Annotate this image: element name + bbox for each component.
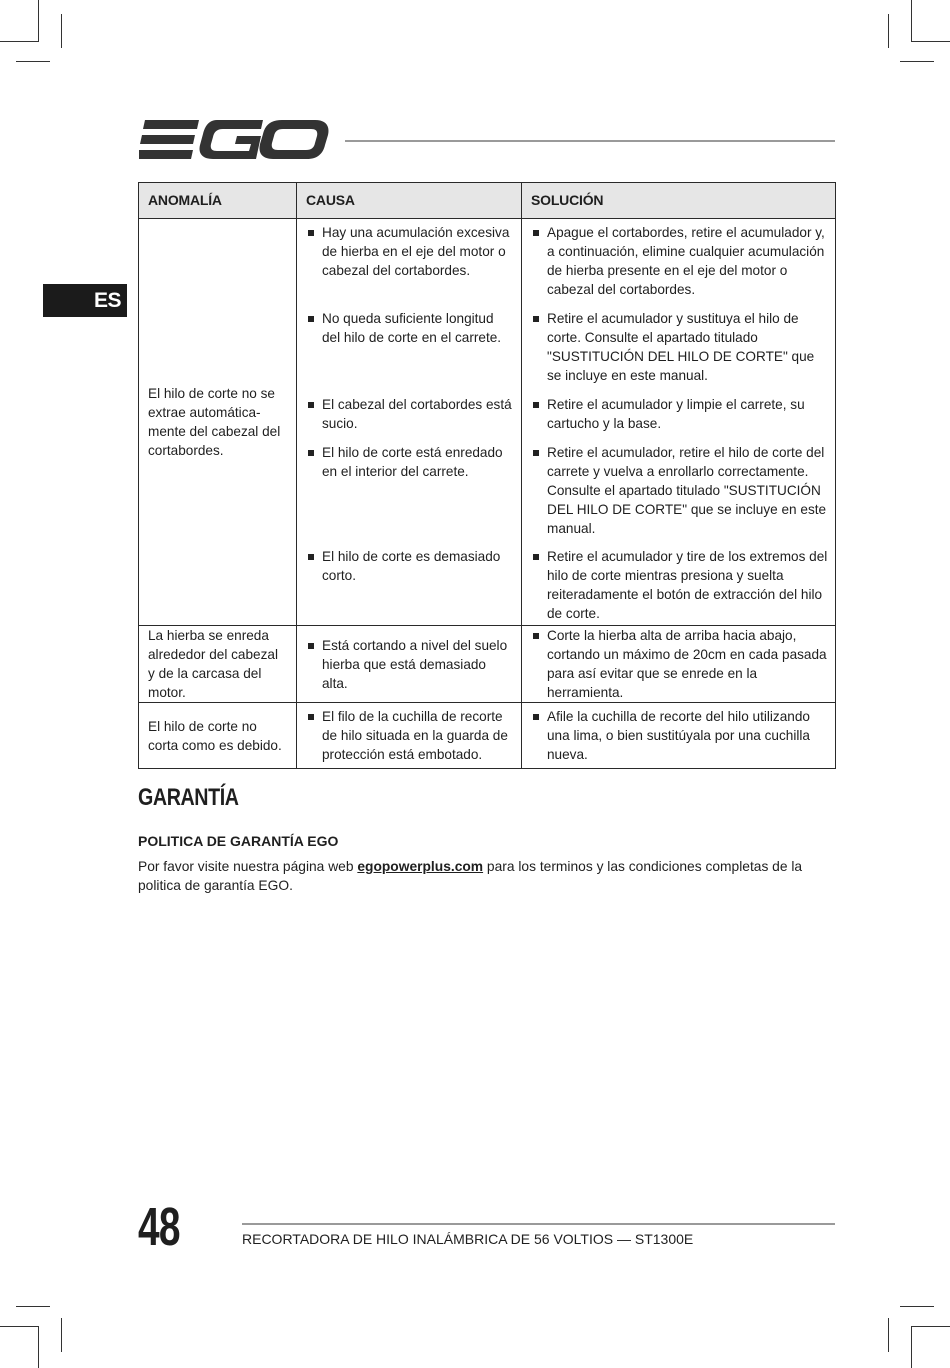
table-row — [139, 703, 836, 769]
solution-item: Apague el cortabordes, retire el acumulador y, a continuación, elimine cualquier acumulación de hierba presente en el eje del motor o cabezal del cortabordes. — [522, 223, 835, 309]
warranty-title: GARANTÍA — [138, 784, 239, 811]
cause-item: El hilo de corte está enredado en el interior del carrete. — [297, 443, 521, 547]
solution-item: Afile la cuchilla de recorte del hilo utilizando una lima, o bien sustitúyala por una cuchilla nueva. — [522, 707, 835, 764]
warranty-paragraph — [138, 857, 835, 895]
solution-item: Retire el acumulador y sustituya el hilo de corte. Consulte el apartado titulado "SUSTITUCIÓN DEL HILO DE CORTE" que se incluye en este manual. — [522, 309, 835, 395]
anomaly-cell: El hilo de corte no se extrae automática-mente del cabezal del cortabordes. — [139, 219, 297, 626]
page-number: 48 — [138, 1197, 180, 1257]
solution-item: Corte la hierba alta de arriba hacia abajo, cortando un máximo de 20cm en cada pasada para así evitar que se enrede en la herramienta. — [522, 626, 835, 702]
table-row — [139, 626, 836, 703]
crop-mark — [912, 1326, 950, 1327]
cause-item: Hay una acumulación excesiva de hierba en el eje del motor o cabezal del cortabordes. — [297, 223, 521, 309]
crop-mark — [911, 1326, 912, 1368]
cause-cell — [297, 703, 522, 769]
crop-mark — [900, 1306, 934, 1307]
solution-item: Retire el acumulador, retire el hilo de corte del carrete y vuelva a enrollarlo correctamente. Consulte el apartado titulado "SUSTITUCIÓN DEL HILO DE CORTE" que se incluye en este manual. — [522, 443, 835, 547]
footer-rule — [242, 1223, 835, 1225]
crop-mark — [912, 41, 950, 42]
crop-mark — [61, 14, 62, 48]
crop-mark — [38, 1326, 39, 1368]
warranty-text: Por favor visite nuestra página web — [138, 859, 358, 874]
warranty-text: para los terminos y las condiciones completas de la politica de garantía EGO. — [138, 859, 803, 893]
solution-cell — [522, 703, 836, 769]
crop-mark — [0, 41, 38, 42]
crop-mark — [888, 14, 889, 48]
table-header-row — [139, 183, 836, 219]
crop-mark — [16, 61, 50, 62]
table-row — [139, 219, 836, 626]
cause-cell — [297, 626, 522, 703]
cause-item: El hilo de corte es demasiado corto. — [297, 547, 521, 625]
cause-item: El cabezal del cortabordes está sucio. — [297, 395, 521, 443]
cause-cell — [297, 219, 522, 626]
footer-product: RECORTADORA DE HILO INALÁMBRICA DE 56 VOLTIOS — ST1300E — [242, 1231, 694, 1247]
cause-item: El filo de la cuchilla de recorte de hilo situada en la guarda de protección está embotado. — [297, 707, 521, 764]
crop-mark — [888, 1318, 889, 1352]
solution-item: Retire el acumulador y tire de los extremos del hilo de corte mientras presiona y suelta reiteradamente el botón de extracción del hilo de corte. — [522, 547, 835, 625]
crop-mark — [38, 0, 39, 42]
anomaly-cell: El hilo de corte no corta como es debido. — [139, 703, 297, 769]
header-anomaly: ANOMALÍA — [139, 183, 297, 219]
cause-item: Está cortando a nivel del suelo hierba que está demasiado alta. — [297, 636, 521, 693]
solution-cell — [522, 219, 836, 626]
header-rule — [345, 140, 835, 142]
solution-item: Retire el acumulador y limpie el carrete, su cartucho y la base. — [522, 395, 835, 443]
troubleshooting-table — [138, 182, 836, 769]
warranty-subtitle: POLITICA DE GARANTÍA EGO — [138, 833, 339, 849]
crop-mark — [16, 1306, 50, 1307]
anomaly-cell: La hierba se enreda alrededor del cabezal y de la carcasa del motor. — [139, 626, 297, 703]
solution-cell — [522, 626, 836, 703]
language-tab: ES — [43, 284, 127, 317]
crop-mark — [911, 0, 912, 42]
website-link[interactable]: egopowerplus.com — [357, 859, 484, 874]
crop-mark — [0, 1326, 38, 1327]
ego-logo — [139, 118, 329, 162]
cause-item: No queda suficiente longitud del hilo de corte en el carrete. — [297, 309, 521, 395]
crop-mark — [900, 61, 934, 62]
header-solution: SOLUCIÓN — [522, 183, 836, 219]
header-cause: CAUSA — [297, 183, 522, 219]
crop-mark — [61, 1318, 62, 1352]
